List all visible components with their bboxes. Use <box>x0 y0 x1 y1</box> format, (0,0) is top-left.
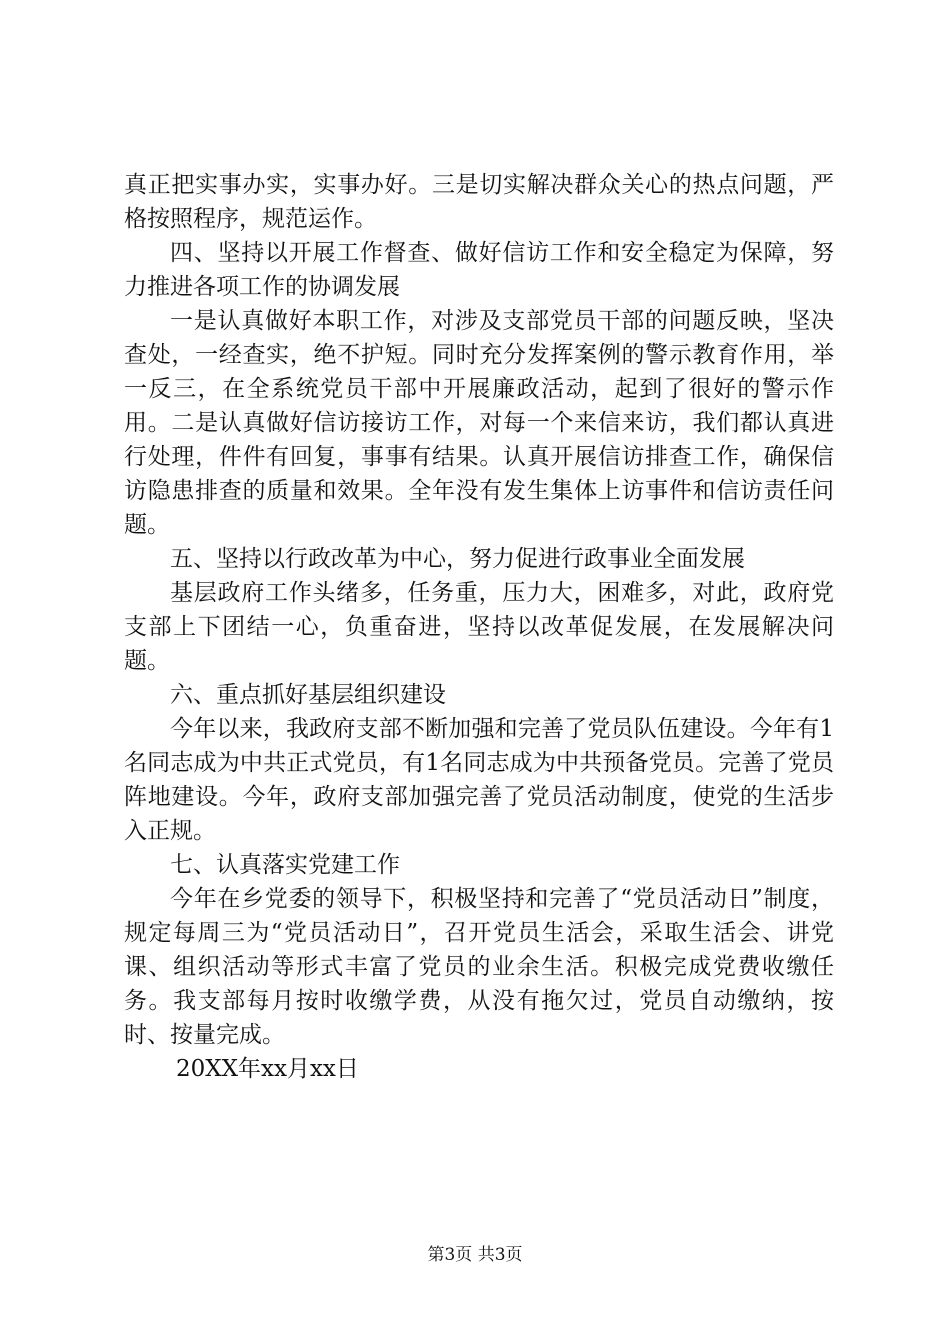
paragraph-1: 真正把实事办实，实事办好。三是切实解决群众关心的热点问题，严格按照程序，规范运作。 <box>124 172 834 232</box>
paragraph-2: 一是认真做好本职工作，对涉及支部党员干部的问题反映，坚决查处，一经查实，绝不护短。同时充分发挥案例的警示教育作用，举一反三，在全系统党员干部中开展廉政活动，起到了很好的警示作用。二是认真做好信访接访工作，对每一个来信来访，我们都认真进行处理，件件有回复，事事有结果。认真开展信访排查工作，确保信访隐患排查的质量和效果。全年没有发生集体上访事件和信访责任问题。 <box>124 308 834 538</box>
paragraph-3: 基层政府工作头绪多，任务重，压力大，困难多，对此，政府党支部上下团结一心，负重奋进，坚持以改革促发展，在发展解决问题。 <box>124 580 834 674</box>
document-date: 20XX年xx月xx日 <box>176 1056 359 1082</box>
section-heading-5: 五、坚持以行政改革为中心，努力促进行政事业全面发展 <box>170 546 745 572</box>
paragraph-5: 今年在乡党委的领导下，积极坚持和完善了“党员活动日”制度，规定每周三为“党员活动日”，召开党员生活会，采取生活会、讲党课、组织活动等形式丰富了党员的业余生活。积极完成党费收缴任务。我支部每月按时收缴学费，从没有拖欠过，党员自动缴纳，按时、按量完成。 <box>124 886 834 1048</box>
section-heading-7: 七、认真落实党建工作 <box>170 852 400 878</box>
page-number-footer: 第3页 共3页 <box>427 1245 523 1265</box>
paragraph-4: 今年以来，我政府支部不断加强和完善了党员队伍建设。今年有1名同志成为中共正式党员，有1名同志成为中共预备党员。完善了党员阵地建设。今年，政府支部加强完善了党员活动制度，使党的生活步入正规。 <box>124 716 834 844</box>
section-heading-6: 六、重点抓好基层组织建设 <box>170 682 446 708</box>
document-body <box>124 168 834 1086</box>
section-heading-4: 四、坚持以开展工作督查、做好信访工作和安全稳定为保障，努力推进各项工作的协调发展 <box>124 240 834 300</box>
